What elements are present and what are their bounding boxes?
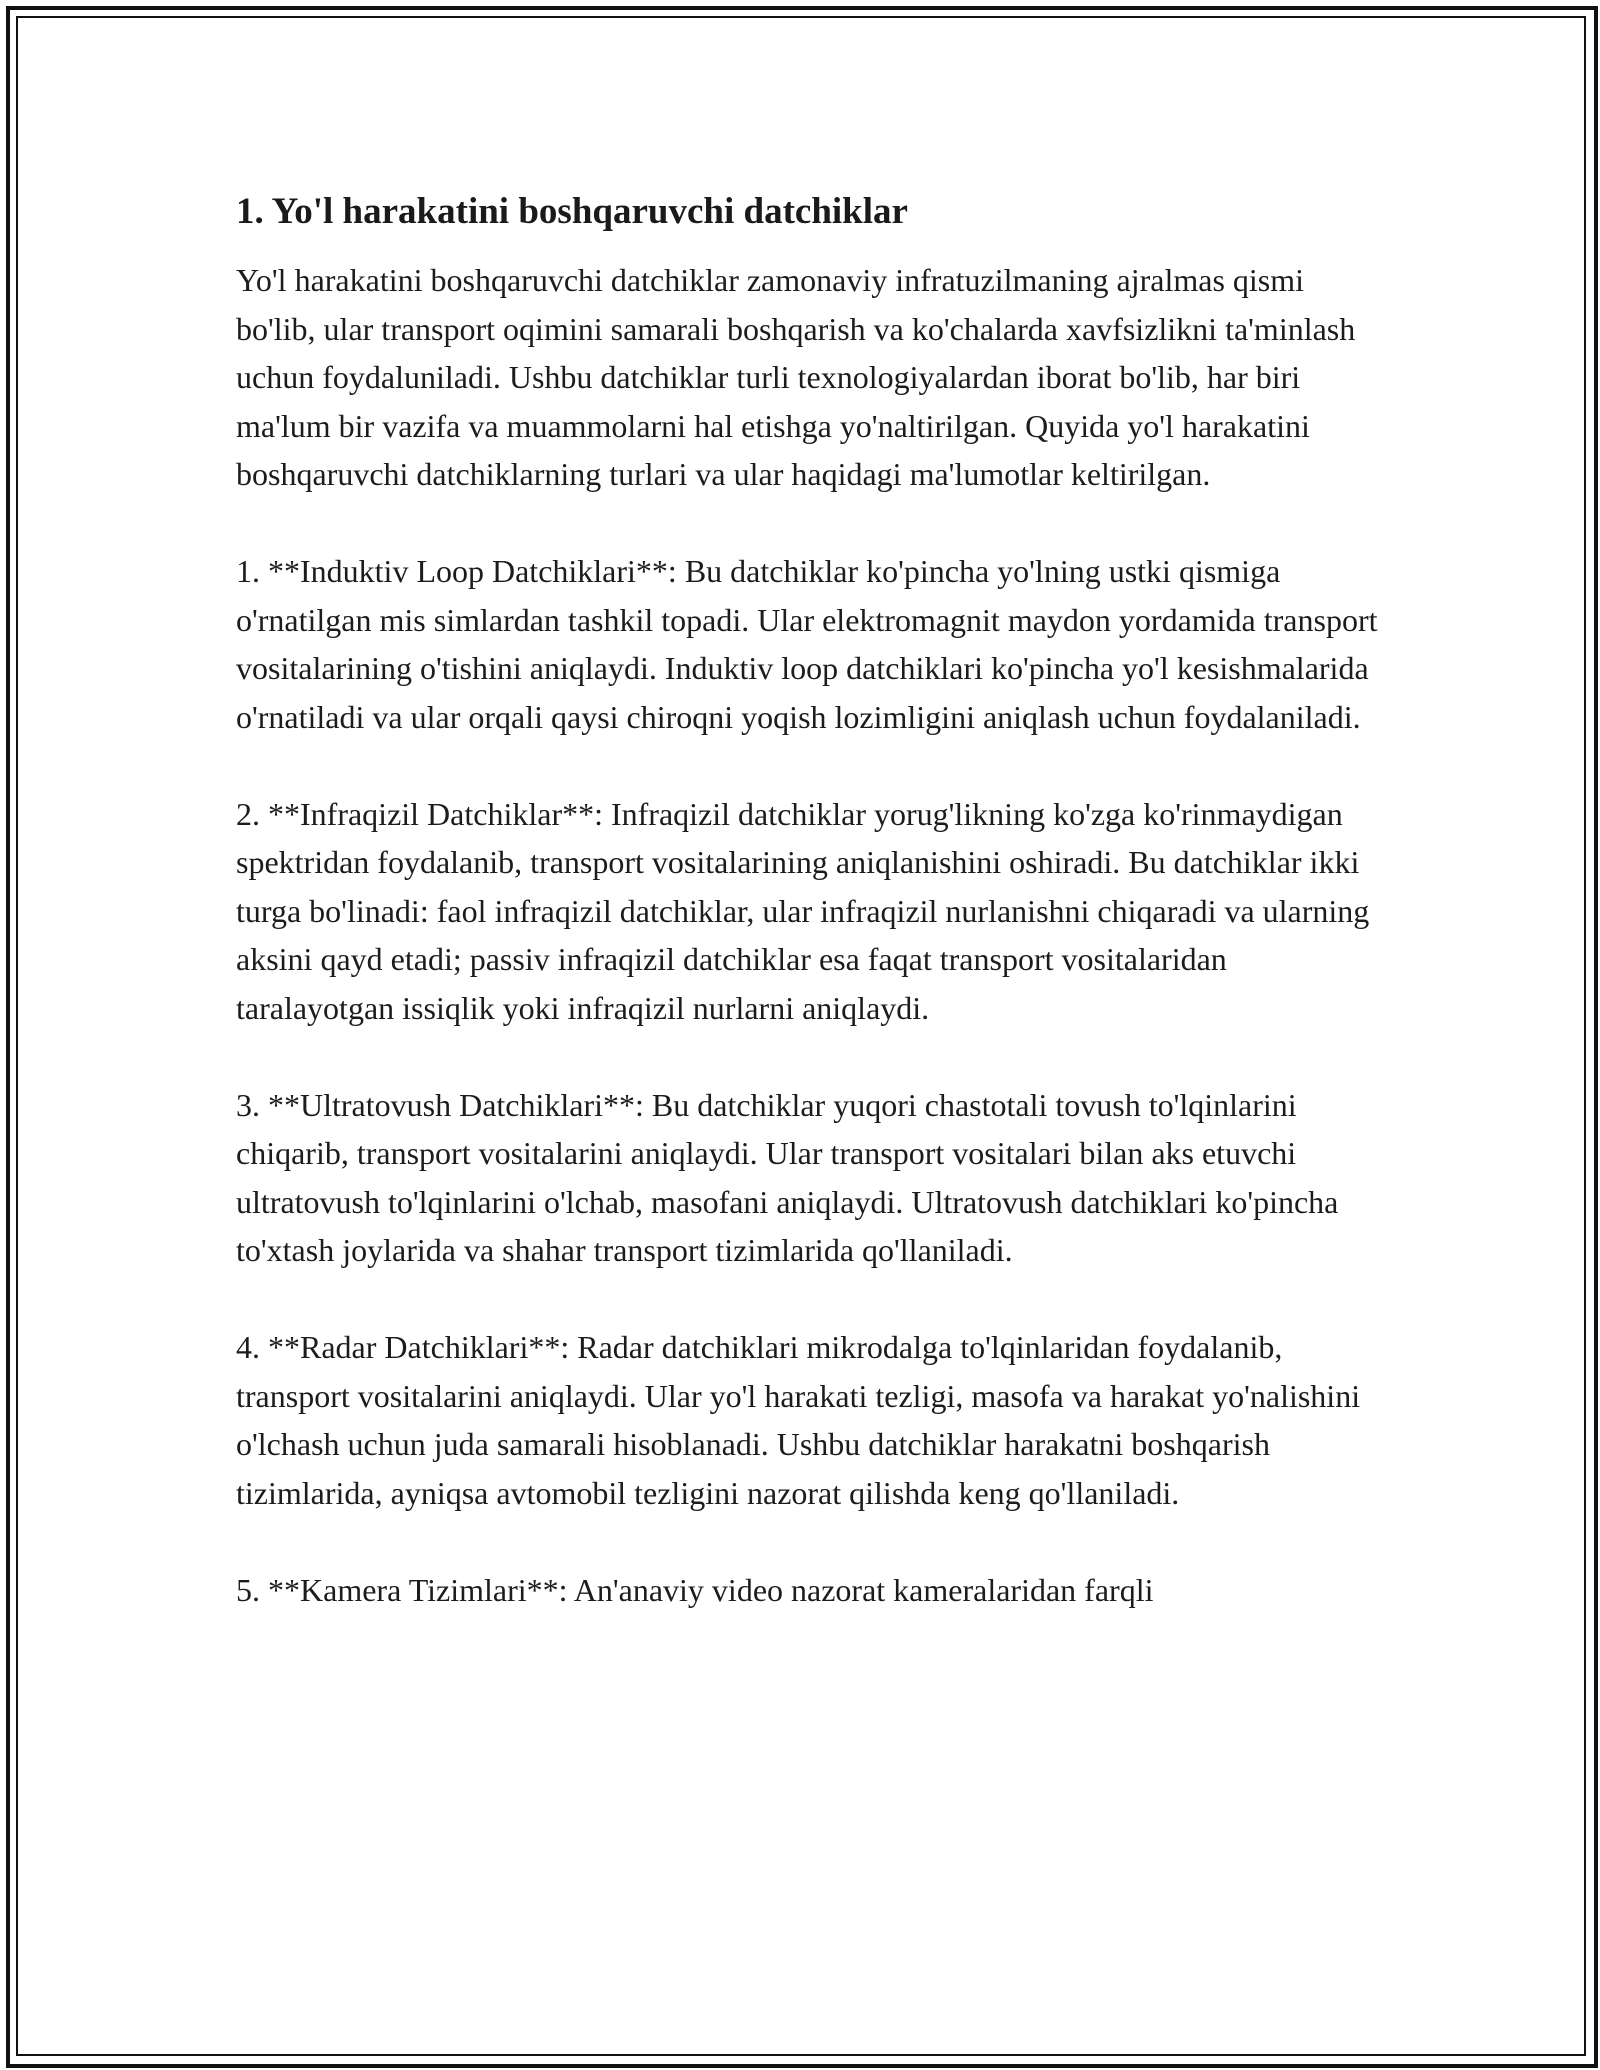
- document-body: [236, 186, 1386, 1663]
- section-heading: 1. Yo'l harakatini boshqaruvchi datchiklar: [236, 191, 908, 232]
- paragraph-ultrasonic: 3. **Ultratovush Datchiklari**: Bu datchiklar yuqori chastotali tovush to'lqinlarini chiqarib, transport vositalarini aniqlaydi. Ular transport vositalari bilan aks etuvchi ultratovush to'lqinlarini o'lchab, masofani aniqlaydi. Ultratovush datchiklari ko'pincha to'xtash joylarida va shahar transport tizimlarida qo'llaniladi.: [236, 1086, 1339, 1268]
- paragraph-radar: 4. **Radar Datchiklari**: Radar datchiklari mikrodalga to'lqinlaridan foydalanib, transport vositalarini aniqlaydi. Ular yo'l harakati tezligi, masofa va harakat yo'nalishini o'lchash uchun juda samarali hisoblanadi. Ushbu datchiklar harakatni boshqarish tizimlarida, ayniqsa avtomobil tezligini nazorat qilishda keng qo'llaniladi.: [236, 1329, 1361, 1511]
- intro-paragraph: Yo'l harakatini boshqaruvchi datchiklar zamonaviy infratuzilmaning ajralmas qismi bo'lib, ular transport oqimini samarali boshqarish va ko'chalarda xavfsizlikni ta'minlash uchun foydaluniladi. Ushbu datchiklar turli texnologiyalardan iborat bo'lib, har biri ma'lum bir vazifa va muammolarni hal etishga yo'naltirilgan. Quyida yo'l harakatini boshqaruvchi datchiklarning turlari va ular haqidagi ma'lumotlar keltirilgan.: [236, 262, 1356, 492]
- paragraph-camera: 5. **Kamera Tizimlari**: An'anaviy video nazorat kameralaridan farqli: [236, 1571, 1154, 1608]
- paragraph-infrared: 2. **Infraqizil Datchiklar**: Infraqizil datchiklar yorug'likning ko'zga ko'rinmaydigan spektridan foydalanib, transport vositalarining aniqlanishini oshiradi. Bu datchiklar ikki turga bo'linadi: faol infraqizil datchiklar, ular infraqizil nurlanishni chiqaradi va ularning aksini qayd etadi; passiv infraqizil datchiklar esa faqat transport vositalaridan taralayotgan issiqlik yoki infraqizil nurlarni aniqlaydi.: [236, 795, 1370, 1026]
- paragraph-inductive-loop: 1. **Induktiv Loop Datchiklari**: Bu datchiklar ko'pincha yo'lning ustki qismiga o'rnatilgan mis simlardan tashkil topadi. Ular elektromagnit maydon yordamida transport vositalarining o'tishini aniqlaydi. Induktiv loop datchiklari ko'pincha yo'l kesishmalarida o'rnatiladi va ular orqali qaysi chiroqni yoqish lozimligini aniqlash uchun foydalaniladi.: [236, 553, 1378, 735]
